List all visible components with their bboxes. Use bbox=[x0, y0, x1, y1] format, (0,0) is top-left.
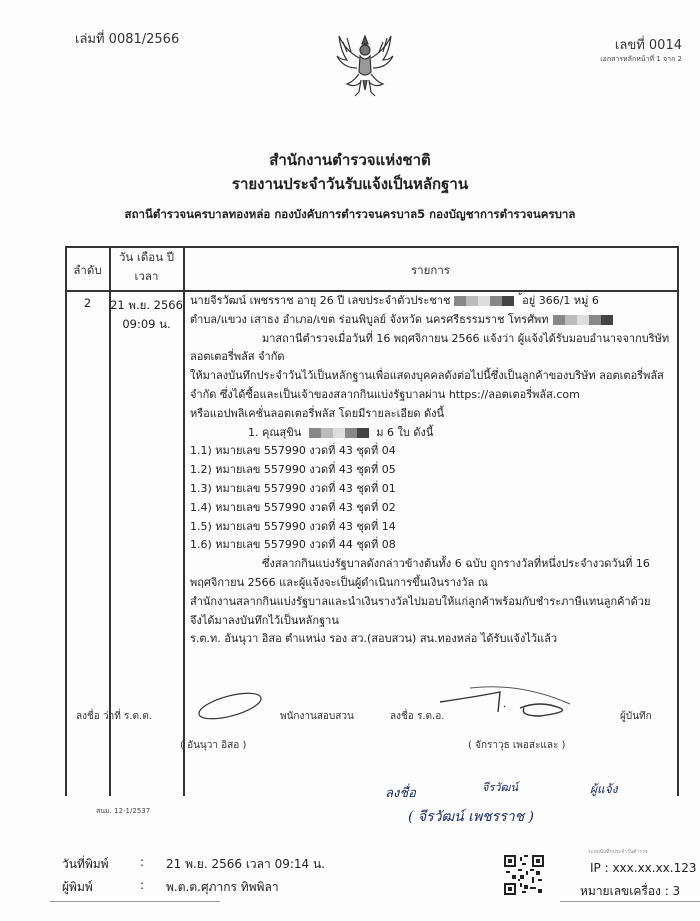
table-border-right bbox=[677, 246, 679, 796]
report-line: 1.4) หมายเลข 557990 งวดที่ 43 ชุดที่ 02 bbox=[190, 500, 396, 514]
report-title: รายงานประจำวันรับแจ้งเป็นหลักฐาน bbox=[231, 175, 469, 193]
line-text: ม 6 ใบ ดังนี้ bbox=[372, 425, 434, 439]
report-body bbox=[190, 292, 675, 649]
qr-code-icon[interactable] bbox=[504, 855, 544, 895]
report-line: จำกัด ซึ่งได้ซื้อและเป็นเจ้าของสลากกินแบ่งรัฐบาลผ่าน https://ลอตเตอรี่พลัส.com bbox=[190, 387, 580, 401]
report-line: 1.5) หมายเลข 557990 งวดที่ 43 ชุดที่ 14 bbox=[190, 519, 396, 533]
recorder-name: ( จักราวุธ เพอสะและ ) bbox=[468, 740, 566, 751]
colon: : bbox=[140, 878, 145, 892]
informant-name: ( จีรวัฒน์ เพชรราช ) bbox=[408, 809, 534, 825]
report-line: มาสถานีตำรวจเมื่อวันที่ 16 พฤศจิกายน 2566 แจ้งว่า ผู้แจ้งได้รับมอบอำนาจจากบริษัท bbox=[262, 331, 670, 345]
line-text: ้อยู่ 366/1 หมู่ 6 bbox=[518, 294, 599, 307]
header-order: ลำดับ bbox=[73, 263, 102, 277]
investigator-sign-label: ลงชื่อ ว่าที่ ร.ต.ต. bbox=[76, 711, 152, 722]
line-text: 1. คุณสุขิน bbox=[248, 425, 305, 439]
form-code: สนม. 12-1/2537 bbox=[96, 807, 151, 815]
row-order: 2 bbox=[83, 296, 92, 310]
ip-address: IP : xxx.xx.xx.123 bbox=[590, 861, 697, 875]
row-time-value: 09:09 น. bbox=[122, 317, 171, 331]
table-column-divider bbox=[183, 246, 185, 796]
report-line: 1.6) หมายเลข 557990 งวดที่ 44 ชุดที่ 08 bbox=[190, 538, 396, 552]
report-line: ให้มาลงบันทึกประจำวันไว้เป็นหลักฐานเพื่อแสดงบุคคลดังต่อไปนี้ซึ่งเป็นลูกค้าของบริษัท ลอตเตอรี่พลัส bbox=[190, 369, 664, 383]
line-text: ตำบล/แขวง เสาธง อำเภอ/เขต ร่อนพิบูลย์ จังหวัด นครศรีธรรมราช โทรศัพท bbox=[190, 312, 549, 326]
row-date bbox=[110, 296, 183, 334]
recorder-sign-label: ลงชื่อ ร.ต.อ. bbox=[390, 711, 445, 722]
header-items: รายการ bbox=[411, 263, 450, 277]
informant-signature: จีรวัฒน์ bbox=[482, 781, 518, 794]
recorder-signature-icon bbox=[440, 682, 580, 722]
table-border-left bbox=[65, 246, 67, 796]
station-name: สถานีตำรวจนครบาลทองหล่อ กองบังคับการตำรวจนครบาล5 กองบัญชาการตำรวจนครบาล bbox=[124, 207, 576, 221]
machine-number: หมายเลขเครื่อง : 3 bbox=[580, 884, 681, 898]
report-line: 1.1) หมายเลข 557990 งวดที่ 43 ชุดที่ 04 bbox=[190, 444, 396, 458]
book-number: เล่มที่ 0081/2566 bbox=[75, 32, 180, 47]
print-date-value: 21 พ.ย. 2566 เวลา 09:14 น. bbox=[166, 857, 325, 871]
header-date-line2: เวลา bbox=[134, 269, 159, 283]
report-line: สำนักงานสลากกินแบ่งรัฐบาลและนำเงินรางวัลไปมอบให้แก่ลูกค้าพร้อมกับชำระภาษีแทนลูกค้าด้วย bbox=[190, 594, 651, 608]
agency-title: สำนักงานตำรวจแห่งชาติ bbox=[269, 151, 431, 169]
redacted-block bbox=[553, 313, 613, 326]
header-date-line1: วัน เดือน ปี bbox=[118, 250, 175, 264]
printer-label: ผู้พิมพ์ bbox=[62, 880, 93, 894]
report-line: ร.ต.ท. อันนุวา อิสอ ตำแหน่ง รอง สว.(สอบสวน) สน.ทองหล่อ ได้รับแจ้งไว้แล้ว bbox=[190, 632, 558, 646]
report-line bbox=[190, 424, 675, 443]
redacted-block bbox=[454, 294, 514, 307]
report-line bbox=[190, 311, 675, 330]
footer-rule-right bbox=[560, 901, 700, 902]
system-caption: ระบบบันทึกประจำวันตำรวจ bbox=[588, 849, 648, 855]
investigator-signature-icon bbox=[190, 688, 270, 724]
informant-sign-label: ลงชื่อ bbox=[385, 786, 416, 801]
report-line: หรือแอปพลิเคชั่นลอตเตอรี่พลัส โดยมีรายละเอียด ดังนี้ bbox=[190, 406, 445, 420]
investigator-role: พนักงานสอบสวน bbox=[280, 711, 354, 722]
row-date-value: 21 พ.ย. 2566 bbox=[110, 298, 183, 312]
garuda-emblem-icon bbox=[333, 30, 397, 100]
report-line: ลอตเตอรี่พลัส จำกัด bbox=[190, 350, 285, 364]
report-line: พฤศจิกายน 2566 และผู้แจ้งจะเป็นผู้ดำเนินการขึ้นเงินรางวัล ณ bbox=[190, 575, 488, 589]
report-line: 1.3) หมายเลข 557990 งวดที่ 43 ชุดที่ 01 bbox=[190, 481, 396, 495]
header-date bbox=[110, 248, 183, 286]
line-text: นายจีรวัฒน์ เพชรราช อายุ 26 ปี เลขประจำตัวประชาช bbox=[190, 294, 451, 307]
printer-value: พ.ต.ต.ศุภากร ทิพพิลา bbox=[166, 880, 279, 894]
footer-rule-left bbox=[50, 901, 220, 902]
print-date-label: วันที่พิมพ์ bbox=[62, 857, 109, 871]
document-number: เลขที่ 0014 bbox=[614, 38, 682, 53]
redacted-block bbox=[309, 426, 369, 439]
report-line: 1.2) หมายเลข 557990 งวดที่ 43 ชุดที่ 05 bbox=[190, 463, 396, 477]
colon: : bbox=[140, 855, 145, 869]
report-line bbox=[190, 292, 675, 311]
informant-role: ผู้แจ้ง bbox=[590, 782, 618, 796]
recorder-role: ผู้บันทึก bbox=[620, 711, 652, 722]
report-line: ซึ่งสลากกินแบ่งรัฐบาลดังกล่าวข้างต้นทั้ง 6 ฉบับ ถูกรางวัลที่หนึ่งประจำงวดวันที่ 16 bbox=[262, 557, 650, 571]
page-indicator: เอกสารหลักหน้าที่ 1 จาก 2 bbox=[600, 55, 682, 63]
report-line: จึงได้มาลงบันทึกไว้เป็นหลักฐาน bbox=[190, 613, 339, 627]
investigator-name: ( อันนุวา อิสอ ) bbox=[180, 740, 247, 751]
